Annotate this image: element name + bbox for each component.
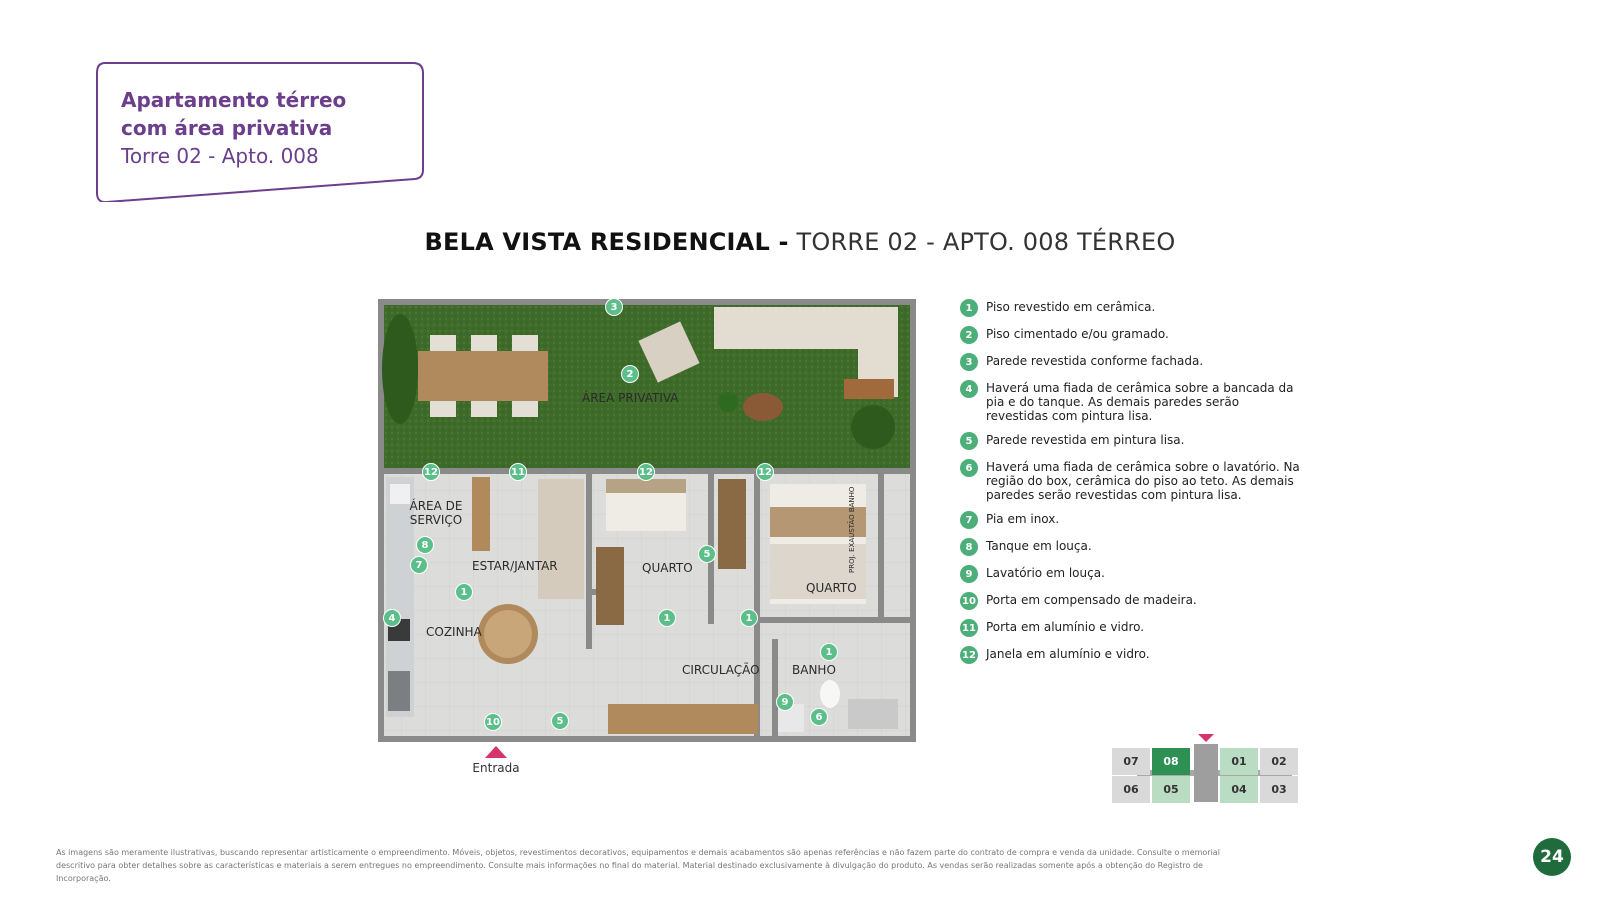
badge-line-2: com área privativa bbox=[121, 116, 333, 140]
legend-item bbox=[960, 539, 1300, 556]
legend-text: Piso revestido em cerâmica. bbox=[986, 300, 1156, 314]
entrance-arrow-icon bbox=[485, 746, 507, 758]
plan-marker: 9 bbox=[776, 693, 794, 711]
label-circulacao: CIRCULAÇÃO bbox=[682, 663, 760, 677]
label-cozinha: COZINHA bbox=[426, 625, 482, 639]
legend-text: Lavatório em louça. bbox=[986, 566, 1105, 580]
label-quarto-1: QUARTO bbox=[642, 561, 693, 575]
key-plan-core bbox=[1194, 744, 1218, 802]
legend-text: Porta em compensado de madeira. bbox=[986, 593, 1197, 607]
key-unit: 06 bbox=[1112, 776, 1150, 803]
legend-number: 3 bbox=[960, 353, 978, 371]
plan-marker: 8 bbox=[416, 536, 434, 554]
floor-plan bbox=[378, 299, 916, 742]
plan-marker: 1 bbox=[455, 583, 473, 601]
label-estar-jantar: ESTAR/JANTAR bbox=[472, 559, 558, 573]
legend-number: 4 bbox=[960, 380, 978, 398]
key-plan bbox=[1112, 734, 1308, 802]
plan-marker: 2 bbox=[621, 365, 639, 383]
plan-marker: 6 bbox=[810, 708, 828, 726]
legend-text: Piso cimentado e/ou gramado. bbox=[986, 327, 1169, 341]
legend-number: 10 bbox=[960, 592, 978, 610]
plan-marker: 12 bbox=[637, 463, 655, 481]
key-unit: 04 bbox=[1220, 776, 1258, 803]
plan-marker: 12 bbox=[756, 463, 774, 481]
legend bbox=[960, 300, 1300, 674]
legend-number: 11 bbox=[960, 619, 978, 637]
plan-marker: 4 bbox=[383, 609, 401, 627]
legend-number: 12 bbox=[960, 646, 978, 664]
key-unit: 03 bbox=[1260, 776, 1298, 803]
key-unit: 01 bbox=[1220, 748, 1258, 775]
badge-line-3: Torre 02 - Apto. 008 bbox=[121, 144, 319, 168]
plan-marker: 12 bbox=[422, 463, 440, 481]
badge-line-1: Apartamento térreo bbox=[121, 88, 347, 112]
legend-item bbox=[960, 460, 1300, 502]
legend-text: Pia em inox. bbox=[986, 512, 1060, 526]
legend-number: 5 bbox=[960, 432, 978, 450]
legend-item bbox=[960, 566, 1300, 583]
legend-number: 9 bbox=[960, 565, 978, 583]
key-unit: 02 bbox=[1260, 748, 1298, 775]
plan-marker: 1 bbox=[820, 643, 838, 661]
unit-badge bbox=[95, 62, 425, 200]
entrance-label: Entrada bbox=[472, 761, 520, 775]
legend-text: Haverá uma fiada de cerâmica sobre a bancada da pia e do tanque. As demais paredes serão revestidas com pintura lisa. bbox=[986, 381, 1294, 423]
legend-number: 2 bbox=[960, 326, 978, 344]
legend-item bbox=[960, 433, 1300, 450]
plan-marker: 3 bbox=[605, 298, 623, 316]
legend-item bbox=[960, 354, 1300, 371]
label-banho: BANHO bbox=[792, 663, 836, 677]
disclaimer-text: As imagens são meramente ilustrativas, buscando representar artisticamente o empreendimento. Móveis, objetos, revestimentos decorativos, equipamentos e demais acabamentos são apenas referências e não fazem parte do contrato de compra e venda da unidade. Consulte o memorial descritivo para obter detalhes sobre as características e materiais a serem entregues no empreendimento. Consulte mais informações no final do material. Material destinado exclusivamente à divulgação do produto. As vendas serão realizadas somente após a obtenção do Registro de Incorporação. bbox=[56, 848, 1220, 883]
legend-item bbox=[960, 327, 1300, 344]
label-quarto-2: QUARTO bbox=[806, 581, 857, 595]
label-area-privativa: ÁREA PRIVATIVA bbox=[582, 391, 679, 405]
key-plan-marker-icon bbox=[1198, 734, 1214, 742]
label-area-servico: ÁREA DE SERVIÇO bbox=[409, 499, 463, 527]
title-bold: BELA VISTA RESIDENCIAL - bbox=[424, 228, 789, 256]
legend-item bbox=[960, 381, 1300, 423]
plan-marker: 5 bbox=[698, 545, 716, 563]
plan-marker: 10 bbox=[484, 713, 502, 731]
legend-text: Parede revestida em pintura lisa. bbox=[986, 433, 1185, 447]
legend-item bbox=[960, 512, 1300, 529]
legend-item bbox=[960, 300, 1300, 317]
key-unit-selected: 08 bbox=[1152, 748, 1190, 775]
legend-number: 8 bbox=[960, 538, 978, 556]
page-number: 24 bbox=[1533, 838, 1571, 876]
legend-number: 6 bbox=[960, 459, 978, 477]
label-exaustao: PROJ. EXAUSTÃO BANHO bbox=[848, 486, 856, 573]
entrance-marker bbox=[468, 746, 524, 775]
legend-item bbox=[960, 620, 1300, 637]
legend-text: Parede revestida conforme fachada. bbox=[986, 354, 1204, 368]
legend-item bbox=[960, 647, 1300, 664]
legend-number: 7 bbox=[960, 511, 978, 529]
legend-text: Tanque em louça. bbox=[986, 539, 1092, 553]
plan-marker: 7 bbox=[410, 556, 428, 574]
page-title bbox=[0, 228, 1600, 256]
key-unit: 07 bbox=[1112, 748, 1150, 775]
title-light: TORRE 02 - APTO. 008 TÉRREO bbox=[796, 228, 1176, 256]
legend-number: 1 bbox=[960, 299, 978, 317]
key-unit: 05 bbox=[1152, 776, 1190, 803]
legend-text: Porta em alumínio e vidro. bbox=[986, 620, 1145, 634]
legend-text: Janela em alumínio e vidro. bbox=[986, 647, 1150, 661]
plan-marker: 1 bbox=[740, 609, 758, 627]
plan-marker: 11 bbox=[509, 463, 527, 481]
legend-item bbox=[960, 593, 1300, 610]
legend-text: Haverá uma fiada de cerâmica sobre o lavatório. Na região do box, cerâmica do piso ao teto. As demais paredes serão revestidas com pintura lisa. bbox=[986, 460, 1300, 502]
plan-marker: 5 bbox=[551, 712, 569, 730]
plan-marker: 1 bbox=[658, 609, 676, 627]
